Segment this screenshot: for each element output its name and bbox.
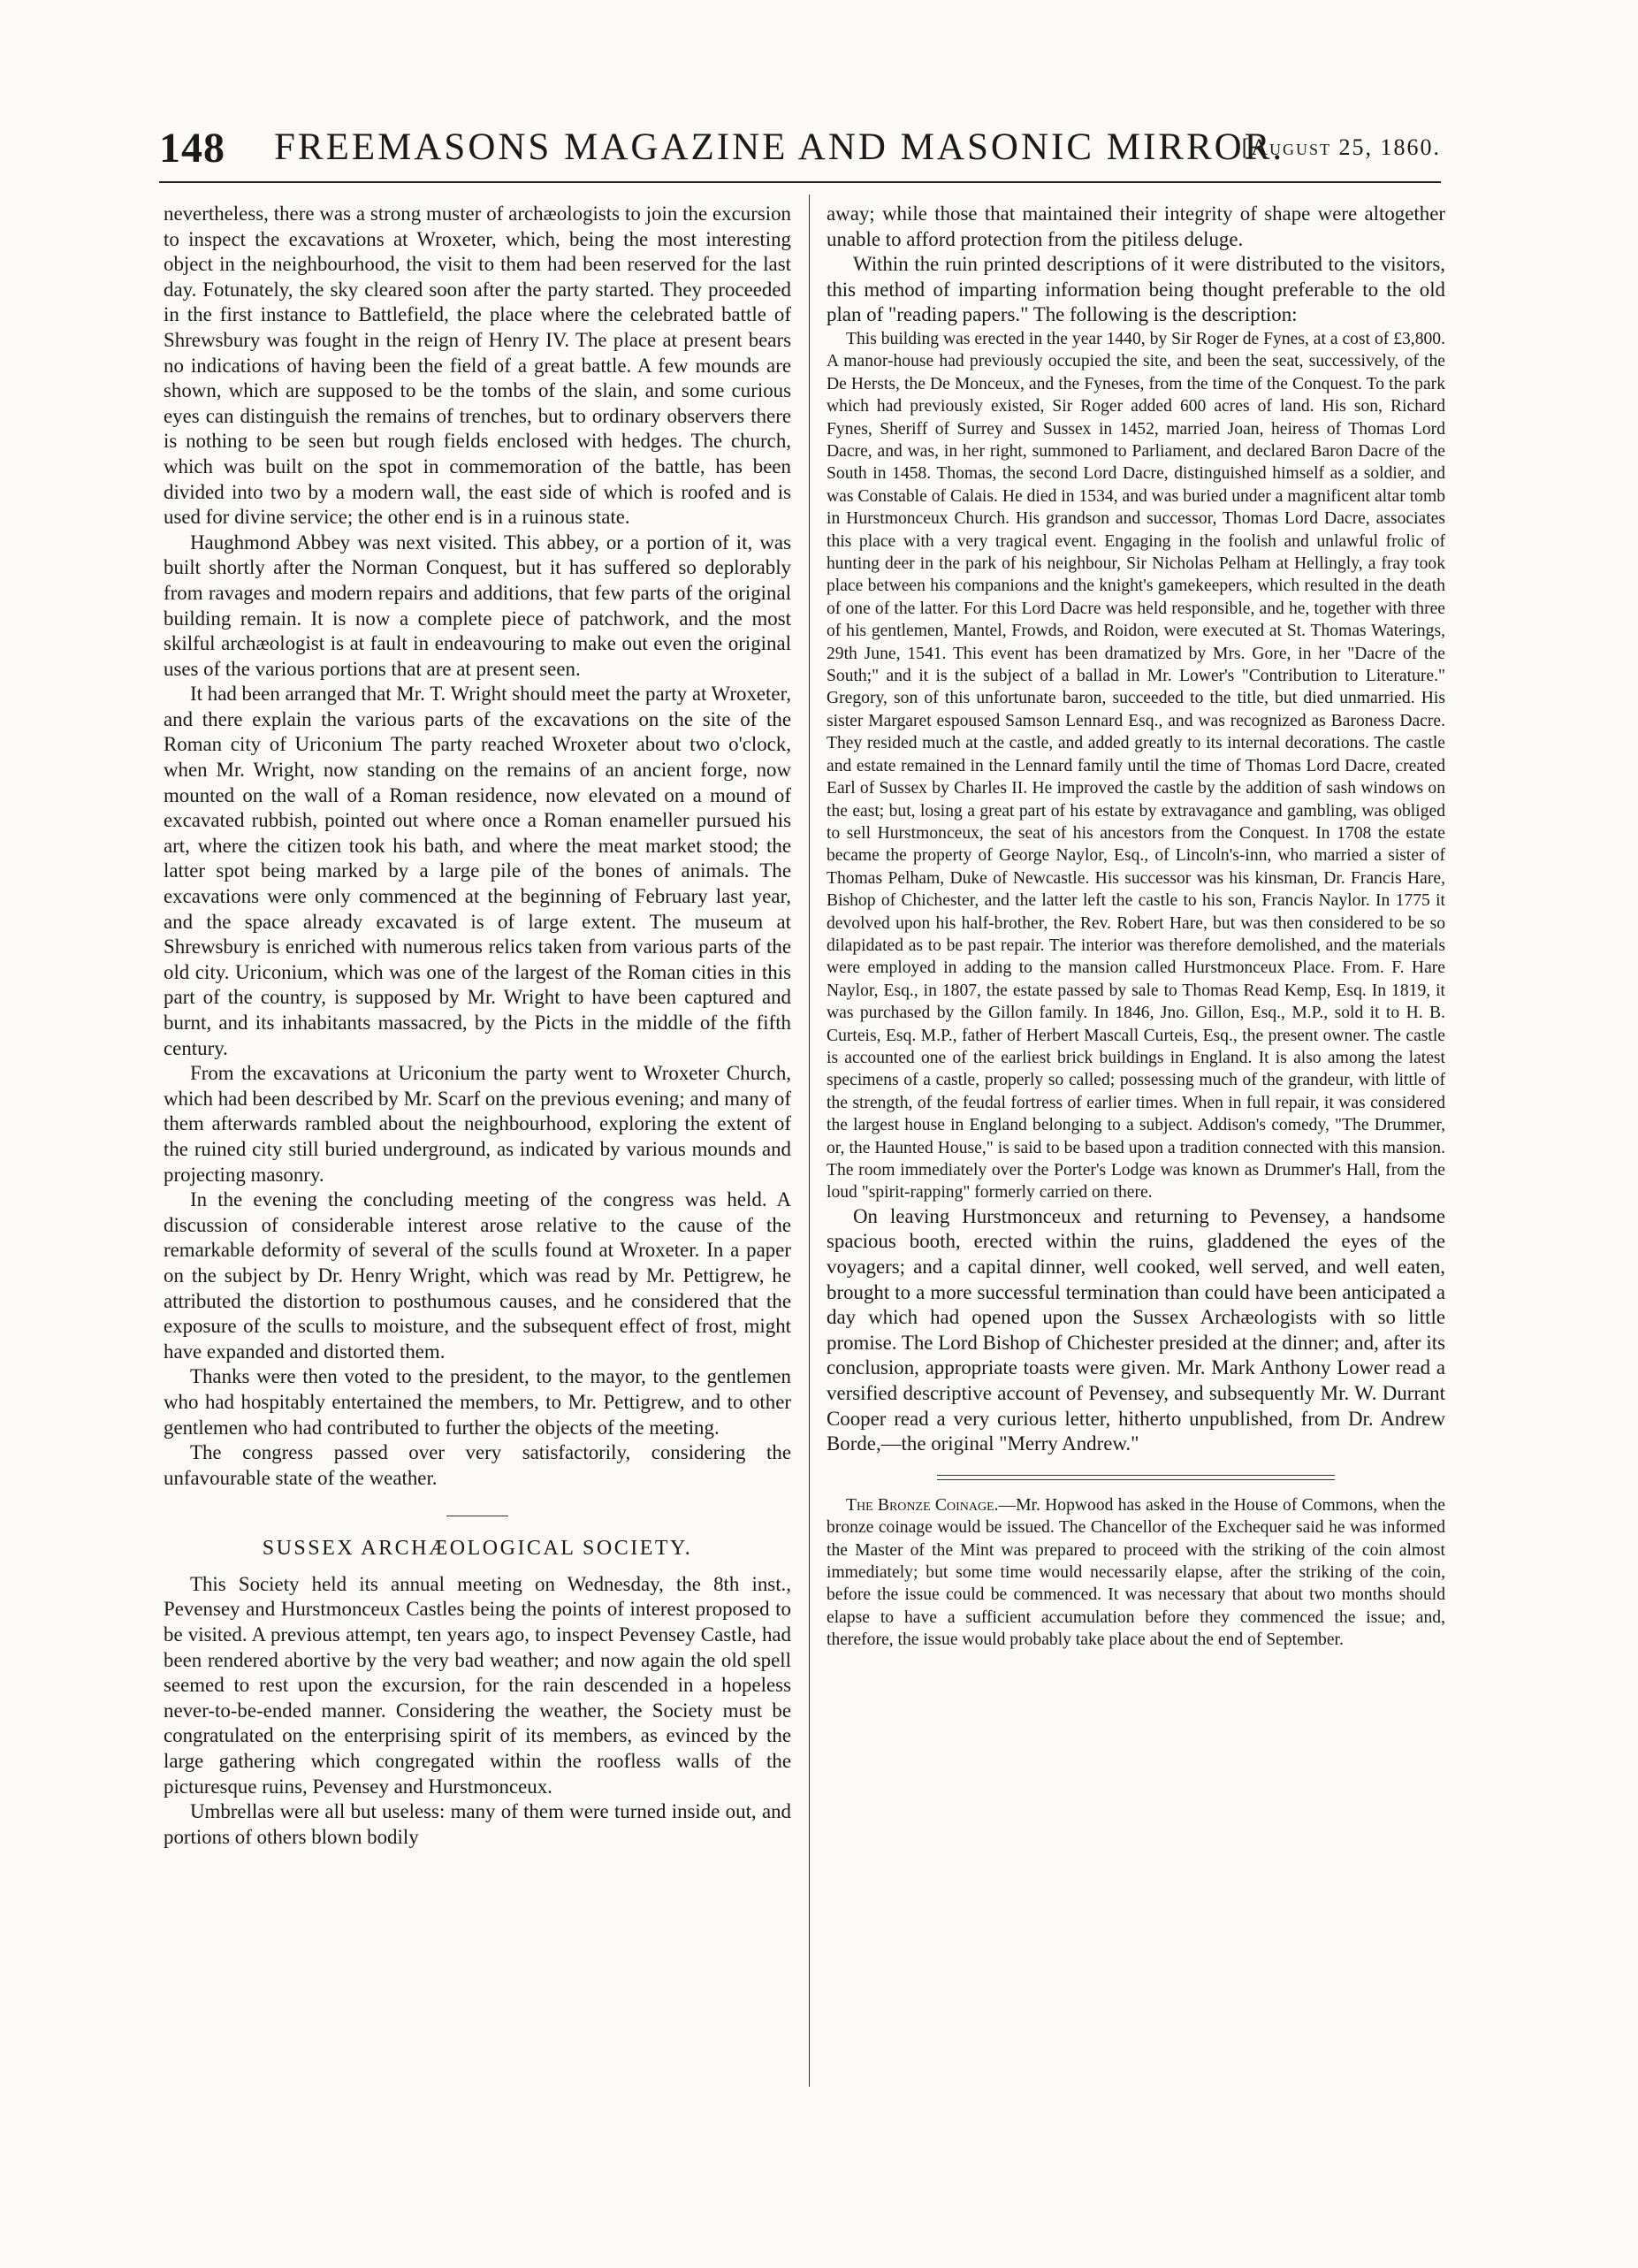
quoted-description: [827, 328, 1445, 1204]
column-divider: [809, 195, 810, 2087]
page-header: [159, 124, 1441, 177]
note-separator: [937, 1475, 1335, 1480]
masthead-title: FREEMASONS MAGAZINE AND MASONIC MIRROR.: [274, 126, 1285, 168]
right-column: [827, 202, 1445, 1652]
paragraph: nevertheless, there was a strong muster of archæologists to join the excursion to inspect the excavations at Wroxeter, which, being the most interesting object in the neighbourhood, the visit to them had been reserved for the last day. Fotunately, the sky cleared soon after the party started. They proceeded in the first instance to Battlefield, the place where the celebrated battle of Shrewsbury was fought in the reign of Henry IV. The place at present bears no indications of having been the field of a great battle. A few mounds are shown, which are supposed to be the tombs of the slain, and some curious eyes can distinguish the remains of trenches, but to ordinary observers there is nothing to be seen but rough fields enclosed with hedges. The church, which was built on the spot in commemoration of the battle, has been divided into two by a modern wall, the east side of which is roofed and is used for divine service; the other end is in a ruinous state.: [164, 202, 791, 529]
note-heading: The Bronze Coinage.: [846, 1495, 999, 1515]
paragraph: In the evening the concluding meeting of the congress was held. A discussion of considerable interest arose relative to the cause of the remarkable deformity of several of the sculls found at Wroxeter. In a paper on the subject by Dr. Henry Wright, which was read by Mr. Pettigrew, he attributed the distortion to posthumous causes, and he considered that the exposure of the sculls to moisture, and the subsequent effect of frost, might have expanded and distorted them.: [164, 1188, 791, 1363]
header-rule: [159, 181, 1441, 183]
paragraph: On leaving Hurstmonceux and returning to Pevensey, a handsome spacious booth, erected within the ruins, gladdened the eyes of the voyagers; and a capital dinner, well cooked, well served, and well eaten, brought to a more successful termination than could have been anticipated a day which had opened upon the Sussex Archæologists with so little promise. The Lord Bishop of Chichester presided at the dinner; and, after its conclusion, appropriate toasts were given. Mr. Mark Anthony Lower read a versified descriptive account of Pevensey, and subsequently Mr. W. Durrant Cooper read a very curious letter, hitherto unpublished, from Dr. Andrew Borde,—the original "Merry Andrew.": [827, 1204, 1445, 1455]
page-number: 148: [159, 125, 225, 172]
paragraph: Umbrellas were all but useless: many of them were turned inside out, and portions of others blown bodily: [164, 1800, 791, 1848]
note-paragraph: [827, 1494, 1445, 1652]
paragraph: Haughmond Abbey was next visited. This abbey, or a portion of it, was built shortly after the Norman Conquest, but it has suffered so deplorably from ravages and modern repairs and additions, that few parts of the original building remain. It is now a complete piece of patchwork, and the most skilful archæologist is at fault in endeavouring to make out even the original uses of the various portions that are at present seen.: [164, 531, 791, 680]
news-note: [827, 1494, 1445, 1652]
issue-date: [August 25, 1860.: [1241, 134, 1441, 160]
paragraph: This building was erected in the year 1440, by Sir Roger de Fynes, at a cost of £3,800. A manor-house had previously occupied the site, and been the seat, successively, of the De Hersts, the De Monceux, and the Fyneses, from the time of the Conquest. To the park which had previously existed, Sir Roger added 600 acres of land. His son, Richard Fynes, Sheriff of Surrey and Sussex in 1452, married Joan, heiress of Thomas Lord Dacre, and was, in her right, summoned to Parliament, and declared Baron Dacre of the South in 1458. Thomas, the second Lord Dacre, distinguished himself as a soldier, and was Constable of Calais. He died in 1534, and was buried under a magnificent altar tomb in Hurstmonceux Church. His grandson and successor, Thomas Lord Dacre, associates this place with a very tragical event. Engaging in the foolish and unlawful frolic of hunting deer in the park of his neighbour, Sir Nicholas Pelham at Hellingly, a fray took place between his companions and the knight's gamekeepers, which resulted in the death of one of the latter. For this Lord Dacre was held responsible, and he, together with three of his gentlemen, Mantel, Frowds, and Roidon, were executed at St. Thomas Waterings, 29th June, 1541. This event has been dramatized by Mrs. Gore, in her "Dacre of the South;" and it is the subject of a ballad in Mr. Lower's "Contribution to Literature." Gregory, son of this unfortunate baron, succeeded to the title, but died unmarried. His sister Margaret espoused Samson Lennard Esq., and was recognized as Baroness Dacre. They resided much at the castle, and added greatly to its internal decorations. The castle and estate remained in the Lennard family until the time of Thomas Lord Dacre, created Earl of Sussex by Charles II. He improved the castle by the addition of sash windows on the east; but, losing a great part of his estate by extravagance and gambling, was obliged to sell Hurstmonceux, the seat of his ancestors from the Conquest. In 1708 the estate became the property of George Naylor, Esq., of Lincoln's-inn, who married a sister of Thomas Pelham, Duke of Newcastle. His successor was his kinsman, Dr. Francis Hare, Bishop of Chichester, and the latter left the castle to his son, Francis Naylor. In 1775 it devolved upon his half-brother, the Rev. Robert Hare, but was then considered to be so dilapidated as to be past repair. The interior was therefore demolished, and the materials were employed in adding to the mansion called Hurstmonceux Place. From. F. Hare Naylor, Esq., in 1807, the estate passed by sale to Thomas Read Kemp, Esq. In 1819, it was purchased by the Gillon family. In 1846, Jno. Gillon, Esq., M.P., sold it to H. B. Curteis, Esq. M.P., father of Herbert Mascall Curteis, Esq., the present owner. The castle is accounted one of the earliest brick buildings in England. It is also among the latest specimens of a castle, properly so called; possessing much of the grandeur, with little of the strength, of the feudal fortress of earlier times. When in full repair, it was considered the largest house in England belonging to a subject. Addison's comedy, "The Drummer, or, the Haunted House," is said to be based upon a tradition connected with this mansion. The room immediately over the Porter's Lodge was known as Drummer's Hall, from the loud "spirit-rapping" formerly carried on there.: [827, 329, 1445, 1203]
paragraph: This Society held its annual meeting on Wednesday, the 8th inst., Pevensey and Hurstmonceux Castles being the points of interest proposed to be visited. A previous attempt, ten years ago, to inspect Pevensey Castle, had been rendered abortive by the very bad weather; and now again the old spell seemed to rest upon the excursion, for the rain descended in a hopeless never-to-be-ended manner. Considering the weather, the Society must be congratulated on the enterprising spirit of its members, as evinced by the large gathering which congregated within the roofless walls of the picturesque ruins, Pevensey and Hurstmonceux.: [164, 1572, 791, 1798]
paragraph: The congress passed over very satisfactorily, considering the unfavourable state of the weather.: [164, 1441, 791, 1489]
section-title: SUSSEX ARCHÆOLOGICAL SOCIETY.: [262, 1537, 693, 1561]
paragraph: Within the ruin printed descriptions of it were distributed to the visitors, this method of imparting information being thought preferable to the old plan of "reading papers." The following is the description:: [827, 253, 1445, 326]
paragraph: From the excavations at Uriconium the party went to Wroxeter Church, which had been described by Mr. Scarf on the previous evening; and many of them afterwards rambled about the neighbourhood, exploring the extent of the ruined city still buried underground, as indicated by various mounds and projecting masonry.: [164, 1062, 791, 1186]
left-column: [164, 202, 791, 1850]
note-body: —Mr. Hopwood has asked in the House of Commons, when the bronze coinage would be issued. The Chancellor of the Exchequer said he was informed the Master of the Mint was prepared to proceed with the striking of the coin almost immediately; but some time would necessarily elapse, after the striking of the coin, before the issue could be commenced. It was necessary that about two months should elapse to have a sufficient accumulation before they commenced the issue; and, therefore, the issue would probably take place about the end of September.: [827, 1495, 1446, 1650]
paragraph: Thanks were then voted to the president, to the mayor, to the gentlemen who had hospitably entertained the members, to Mr. Pettigrew, and to other gentlemen who had contributed to further the objects of the meeting.: [164, 1365, 791, 1439]
paragraph: It had been arranged that Mr. T. Wright should meet the party at Wroxeter, and there explain the various parts of the excavations on the site of the Roman city of Uriconium The party reached Wroxeter about two o'clock, when Mr. Wright, now standing on the remains of an ancient forge, now mounted on the wall of a Roman residence, now elevated on a mound of excavated rubbish, pointed out where once a Roman enameller pursued his art, where the citizen took his bath, and where the meat market stood; the latter spot being marked by a large pile of the bones of animals. The excavations were only commenced at the beginning of February last year, and the space already excavated is of large extent. The museum at Shrewsbury is enriched with numerous relics taken from various parts of the old city. Uriconium, which was one of the largest of the Roman cities in this part of the country, is supposed by Mr. Wright to have been captured and burnt, and its inhabitants massacred, by the Picts in the middle of the fifth century.: [164, 683, 791, 1059]
paragraph: away; while those that maintained their integrity of shape were altogether unable to afford protection from the pitiless deluge.: [827, 202, 1445, 250]
